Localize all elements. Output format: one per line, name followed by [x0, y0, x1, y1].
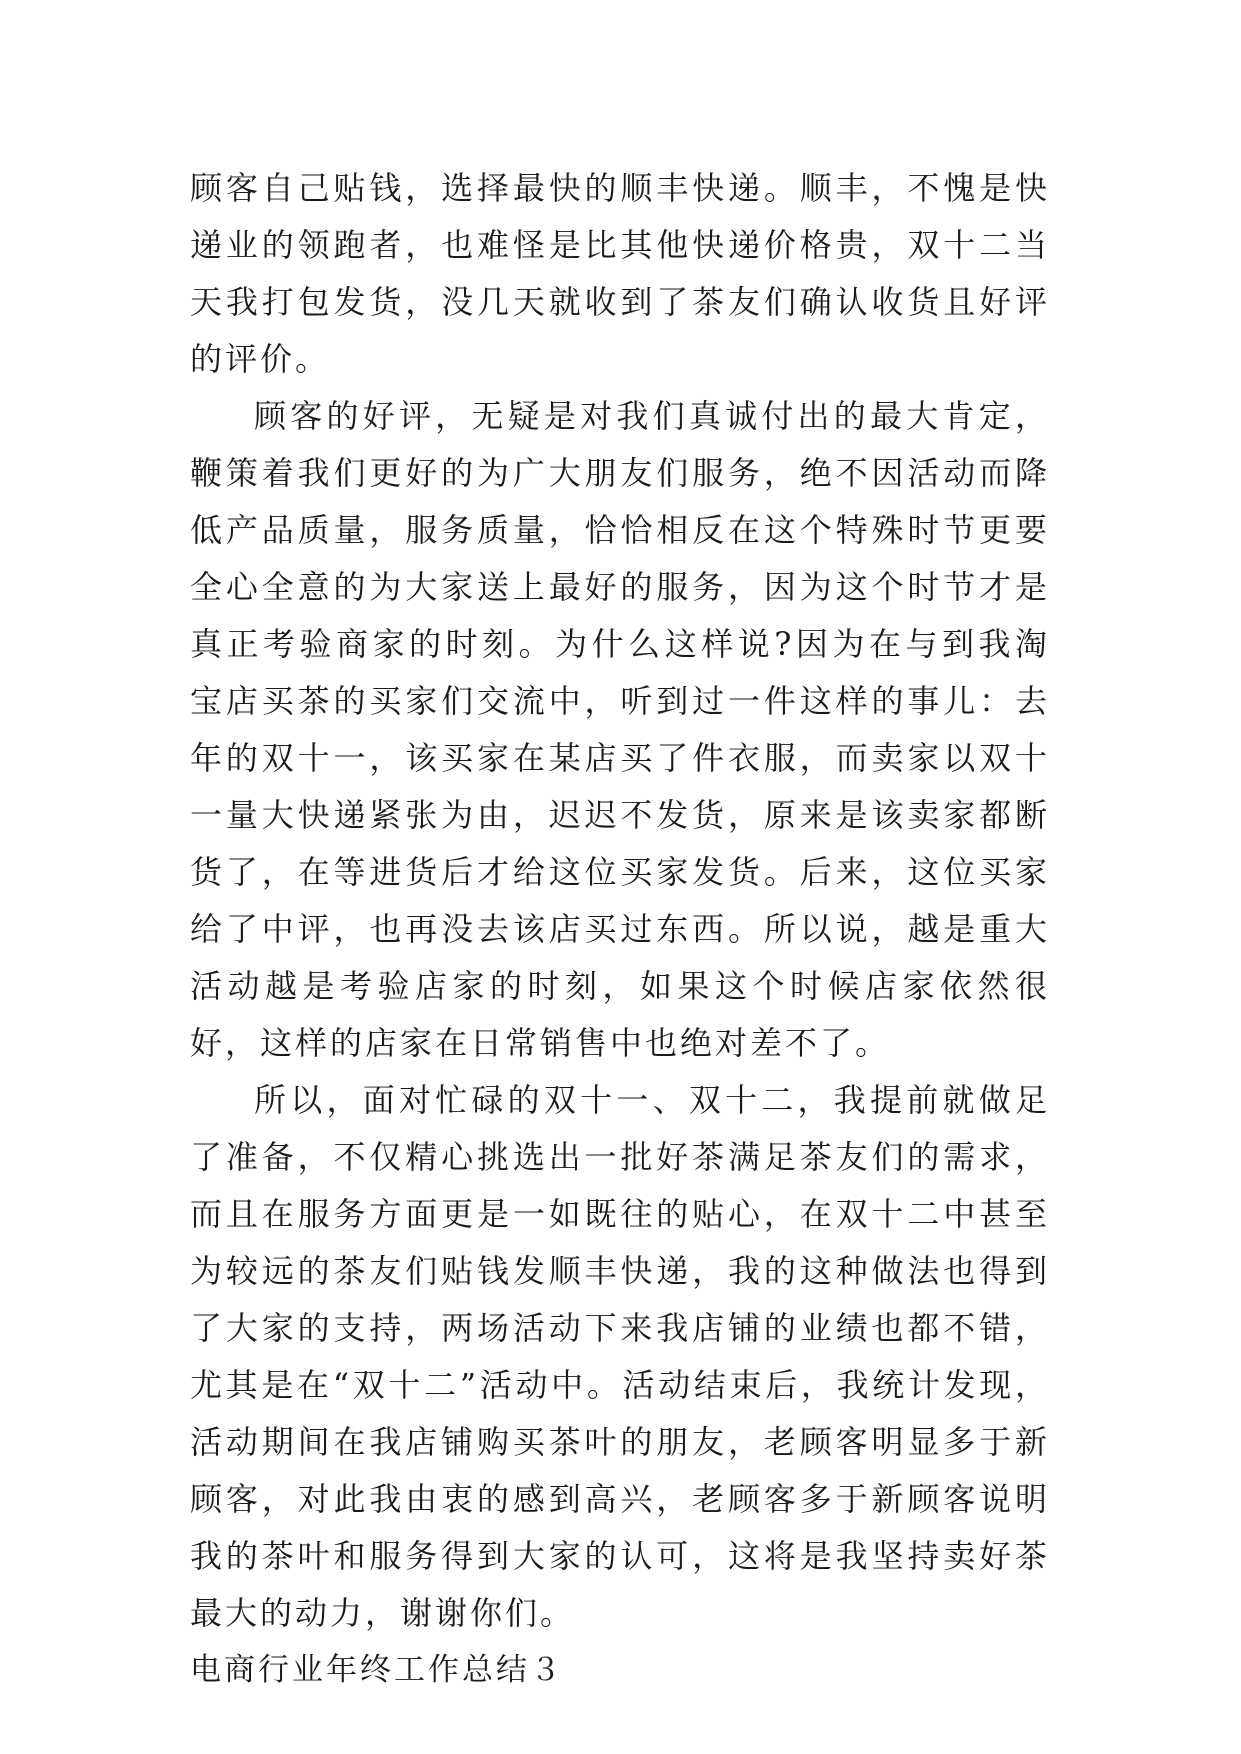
- paragraph-1: 顾客自己贴钱，选择最快的顺丰快递。顺丰，不愧是快递业的领跑者，也难怪是比其他快递价格贵，双十二当天我打包发货，没几天就收到了茶友们确认收货且好评的评价。: [190, 169, 1050, 378]
- document-body: [190, 160, 1050, 1699]
- paragraph-2: 顾客的好评，无疑是对我们真诚付出的最大肯定，鞭策着我们更好的为广大朋友们服务，绝不因活动而降低产品质量，服务质量，恰恰相反在这个特殊时节更要全心全意的为大家送上最好的服务，因为这个时节才是真正考验商家的时刻。为什么这样说?因为在与到我淘宝店买茶的买家们交流中，听到过一件这样的事儿：去年的双十一，该买家在某店买了件衣服，而卖家以双十一量大快递紧张为由，迟迟不发货，原来是该卖家都断货了，在等进货后才给这位买家发货。后来，这位买家给了中评，也再没去该店买过东西。所以说，越是重大活动越是考验店家的时刻，如果这个时候店家依然很好，这样的店家在日常销售中也绝对差不了。: [190, 397, 1050, 1062]
- section-heading: 电商行业年终工作总结３: [190, 1652, 564, 1688]
- paragraph-3: 所以，面对忙碌的双十一、双十二，我提前就做足了准备，不仅精心挑选出一批好茶满足茶友们的需求，而且在服务方面更是一如既往的贴心，在双十二中甚至为较远的茶友们贴钱发顺丰快递，我的这种做法也得到了大家的支持，两场活动下来我店铺的业绩也都不错，尤其是在“双十二”活动中。活动结束后，我统计发现，活动期间在我店铺购买茶叶的朋友，老顾客明显多于新顾客，对此我由衷的感到高兴，老顾客多于新顾客说明我的茶叶和服务得到大家的认可，这将是我坚持卖好茶最大的动力，谢谢你们。: [190, 1081, 1050, 1632]
